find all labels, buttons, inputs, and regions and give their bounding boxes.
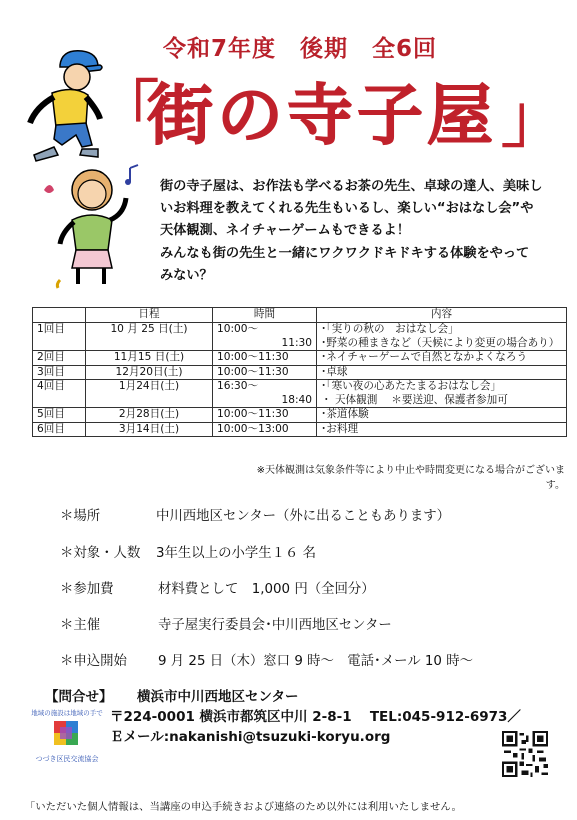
content-line: ･ネイチャーゲームで自然となかよくなろう: [321, 351, 528, 363]
contact-address: 〒224-0001 横浜市都筑区中川 2-8-1 TEL:045-912-6973／: [110, 709, 521, 725]
table-row: [33, 323, 567, 351]
schedule-table: [32, 307, 567, 437]
info-label: ＊参加費: [60, 582, 114, 597]
time-end: 11:30: [281, 336, 312, 349]
session-time: [213, 351, 317, 366]
content-line: ･お料理: [321, 422, 359, 435]
table-row: [33, 408, 567, 423]
weather-note: ※天体観測は気象条件等により中止や時間変更になる場合がございます。: [256, 465, 565, 491]
contact-label: 【問合せ】: [45, 689, 113, 705]
qr-code: [502, 731, 548, 777]
content-line: ･卓球: [321, 365, 348, 378]
session-no: 6回目: [33, 422, 86, 437]
session-content: [317, 323, 567, 351]
intro-line: いお料理を教えてくれる先生もいるし、楽しい“おはなし会”や: [160, 201, 534, 217]
logo-text-bottom: つづき区民交流協会: [35, 755, 99, 763]
intro-text: [160, 176, 565, 287]
intro-line: みんなも街の先生と一緒にワクワクドキドキする体験をやって: [160, 245, 530, 261]
session-no: 3回目: [33, 365, 86, 380]
title-text: 街の寺子屋: [147, 77, 497, 154]
session-content: [317, 380, 567, 408]
privacy-notice: ｢いただいた個人情報は、当講座の申込手続きおよび連絡のため以外には利用いたしません。: [30, 801, 462, 813]
session-date: 11月15 日(土): [86, 351, 213, 366]
info-value: 9 月 25 日（木）窓口 9 時～ 電話･メール 10 時～: [158, 654, 473, 669]
content-line: ・ 天体観測 ＊要送迎、保護者参加可: [321, 393, 508, 406]
info-value: 3年生以上の小学生１６ 名: [156, 546, 317, 561]
header-time: 時間: [213, 308, 317, 323]
info-value: 材料費として 1,000 円（全回分）: [158, 582, 375, 597]
content-line: ･｢実りの秋の おはなし会｣: [321, 323, 454, 335]
session-date: 12月20日(土): [86, 365, 213, 380]
time-start: 16:30～: [217, 380, 259, 392]
session-no: 1回目: [33, 323, 86, 351]
time-start: 10:00～: [217, 323, 259, 335]
session-no: 4回目: [33, 380, 86, 408]
table-row: [33, 351, 567, 366]
content-line: ･茶道体験: [321, 408, 369, 420]
time-start: 10:00～11:30: [217, 408, 289, 420]
session-time: [213, 365, 317, 380]
info-label: ＊対象・人数: [60, 546, 141, 561]
title-bracket-close: 」: [501, 83, 565, 157]
time-start: 10:00～11:30: [217, 351, 289, 363]
header-content: 内容: [317, 308, 567, 323]
title-bracket-open: 「: [95, 75, 159, 149]
session-date: 10 月 25 日(土): [86, 323, 213, 351]
intro-line: 街の寺子屋は、お作法も学べるお茶の先生、卓球の達人、美味し: [160, 179, 543, 194]
content-line: ･野菜の種まきなど（天候により変更の場合あり）: [321, 336, 560, 349]
session-time: [213, 408, 317, 423]
table-row: [33, 422, 567, 437]
contact-org: 横浜市中川西地区センター: [137, 689, 299, 705]
session-date: 2月28日(土): [86, 408, 213, 423]
subtitle: 令和7年度 後期 全6回: [162, 36, 437, 62]
intro-line: みない？: [160, 267, 213, 283]
association-logo: [30, 705, 104, 769]
session-content: [317, 351, 567, 366]
session-no: 5回目: [33, 408, 86, 423]
session-date: 1月24日(土): [86, 380, 213, 408]
session-content: [317, 365, 567, 380]
table-row: [33, 365, 567, 380]
info-label: ＊主催: [60, 618, 101, 633]
header-date: 日程: [86, 308, 213, 323]
session-time: [213, 422, 317, 437]
time-start: 10:00～13:00: [217, 422, 289, 435]
logo-text-top: 地域の施設は地域の手で: [31, 709, 103, 717]
session-time: [213, 380, 317, 408]
session-content: [317, 422, 567, 437]
time-end: 18:40: [281, 393, 312, 406]
info-value: 中川西地区センター（外に出ることもあります）: [156, 509, 451, 524]
time-start: 10:00～11:30: [217, 365, 289, 378]
info-label: ＊申込開始: [60, 654, 127, 669]
contact-email: Ｅメール:nakanishi@tsuzuki-koryu.org: [110, 729, 391, 745]
table-header-row: [33, 308, 567, 323]
session-no: 2回目: [33, 351, 86, 366]
table-row: [33, 380, 567, 408]
info-value: 寺子屋実行委員会･中川西地区センター: [158, 618, 392, 633]
content-line: ･｢寒い夜の心あたたまるおはなし会｣: [321, 380, 496, 392]
main-title: [95, 72, 565, 162]
info-label: ＊場所: [60, 509, 101, 524]
session-date: 3月14日(土): [86, 422, 213, 437]
girl-illustration: [42, 160, 142, 290]
intro-line: 天体観測、ネイチャーゲームもできるよ！: [160, 223, 410, 239]
header-no: [33, 308, 86, 323]
session-content: [317, 408, 567, 423]
session-time: [213, 323, 317, 351]
